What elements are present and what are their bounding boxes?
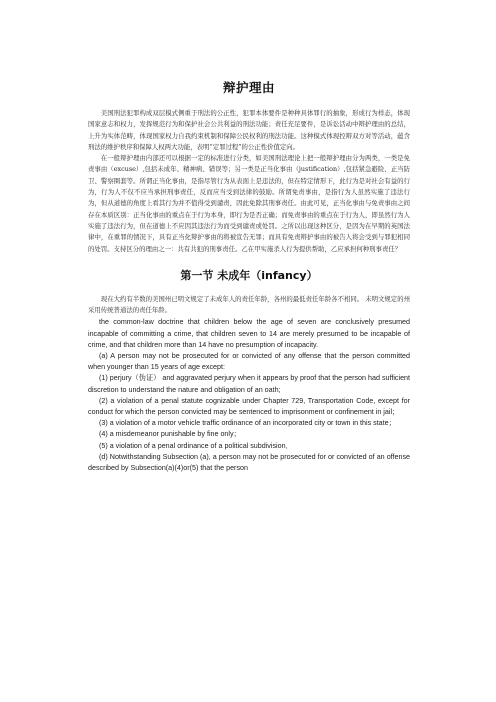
intro-paragraph-2: 在一般辩护理由内部还可以根据一定的标准进行分类，如美国刑法理论上把一般辩护理由分为两类，一类是免责事由（excuse）,包括未成年、精神病、错误等；另一类是正当化事由（justification）,包括紧急避险、正当防卫、警察圈套等。所谓正当化事由，是指尽管行为从表面上是违法的，但在特定情形下，此行为是对社会有益的行为，行为人不仅不应当承担刑事责任，反而应当受到法律的鼓励。所谓免责事由，是指行为人虽然实施了违法行为，但从道德的角度上看其行为并不值得受到谴责，因此免除其刑事责任。由此可见，正当化事由与免责事由之间存在本质区别：正当化事由的重点在于行为本身，即行为是否正确；而免责事由的重点在于行为人，即虽然行为人实施了违法行为，但在道德上不应因其违法行为而受到谴责或处罚。之所以出现这种区分，是因为在早期的英国法律中，在重罪的情况下，具有正当化辩护事由的将被宣告无罪；而具有免责辩护事由的被告人将会受到与罪犯相同的处罚。支持区分的理由之一：共有共犯的刑事责任。乙在甲实施杀人行为提供帮助，乙应承担何种刑事责任？: [88, 154, 410, 253]
intro-paragraph-1: 美国刑法犯罪构成双层模式侧重于刑法的公正性，犯罪本体要件是种种具体罪行的抽象，形成行为样态，体现国家意志和权力，发挥规范行为和保护社会公共利益的刑法功能；责任充足要件，是诉讼活动中辩护理由的总结，上升为实体范畴，体现国家权力自我约束机制和保障公民权利的刑法功能。这种模式体现控辩双方对等活动，蕴含刑法的维护秩序和保障人权两大功能，表明“定罪过程”的公正性价值定向。: [88, 109, 410, 151]
document-body: [88, 78, 410, 474]
statute-item-5: (5) a violation of a penal ordinance of a political subdivision．: [99, 441, 293, 450]
statute-line-d: (d) Notwithstanding Subsection (a), a person may not be prosecuted for or convicted of an offense described by Subsection(a)(4)or(5) that the person: [88, 452, 410, 473]
section-paragraph-1: 现在大约有半数的美国州已明文规定了未成年人的责任年龄，各州的最低责任年龄各不相同。 未明文规定的州采用传统普通法的责任年龄。: [88, 294, 410, 315]
statute-item-2: (2) a violation of a penal statute cognizable under Chapter 729, Transportation Code, except for conduct for which the person convicted may be sentenced to imprisonment or confinement in jail；: [88, 396, 410, 417]
statute-item-4: (4) a misdemeanor punishable by fine only；: [99, 430, 241, 439]
statute-item-1: (1) perjury（伪证） and aggravated perjury when it appears by proof that the person had sufficient discretion to understand the nature and obligation of an oath;: [88, 374, 410, 394]
statute-item-3: (3) a violation of a motor vehicle traffic ordinance of an incorporated city or town in this state；: [99, 419, 396, 428]
section-heading: 第一节 未成年（infancy）: [180, 268, 318, 282]
statute-line-a: (a) A person may not be prosecuted for or convicted of any offense that the person committed when younger than 15 years of age except:: [88, 352, 410, 372]
common-law-paragraph: the common-law doctrine that children below the age of seven are conclusively presumed incapable of committing a crime, that children seven to 14 are merely presumed to be incapable of crime, and that children more than 14 have no presumption of incapacity.: [88, 318, 410, 349]
page-title: 辩护理由: [222, 80, 275, 95]
